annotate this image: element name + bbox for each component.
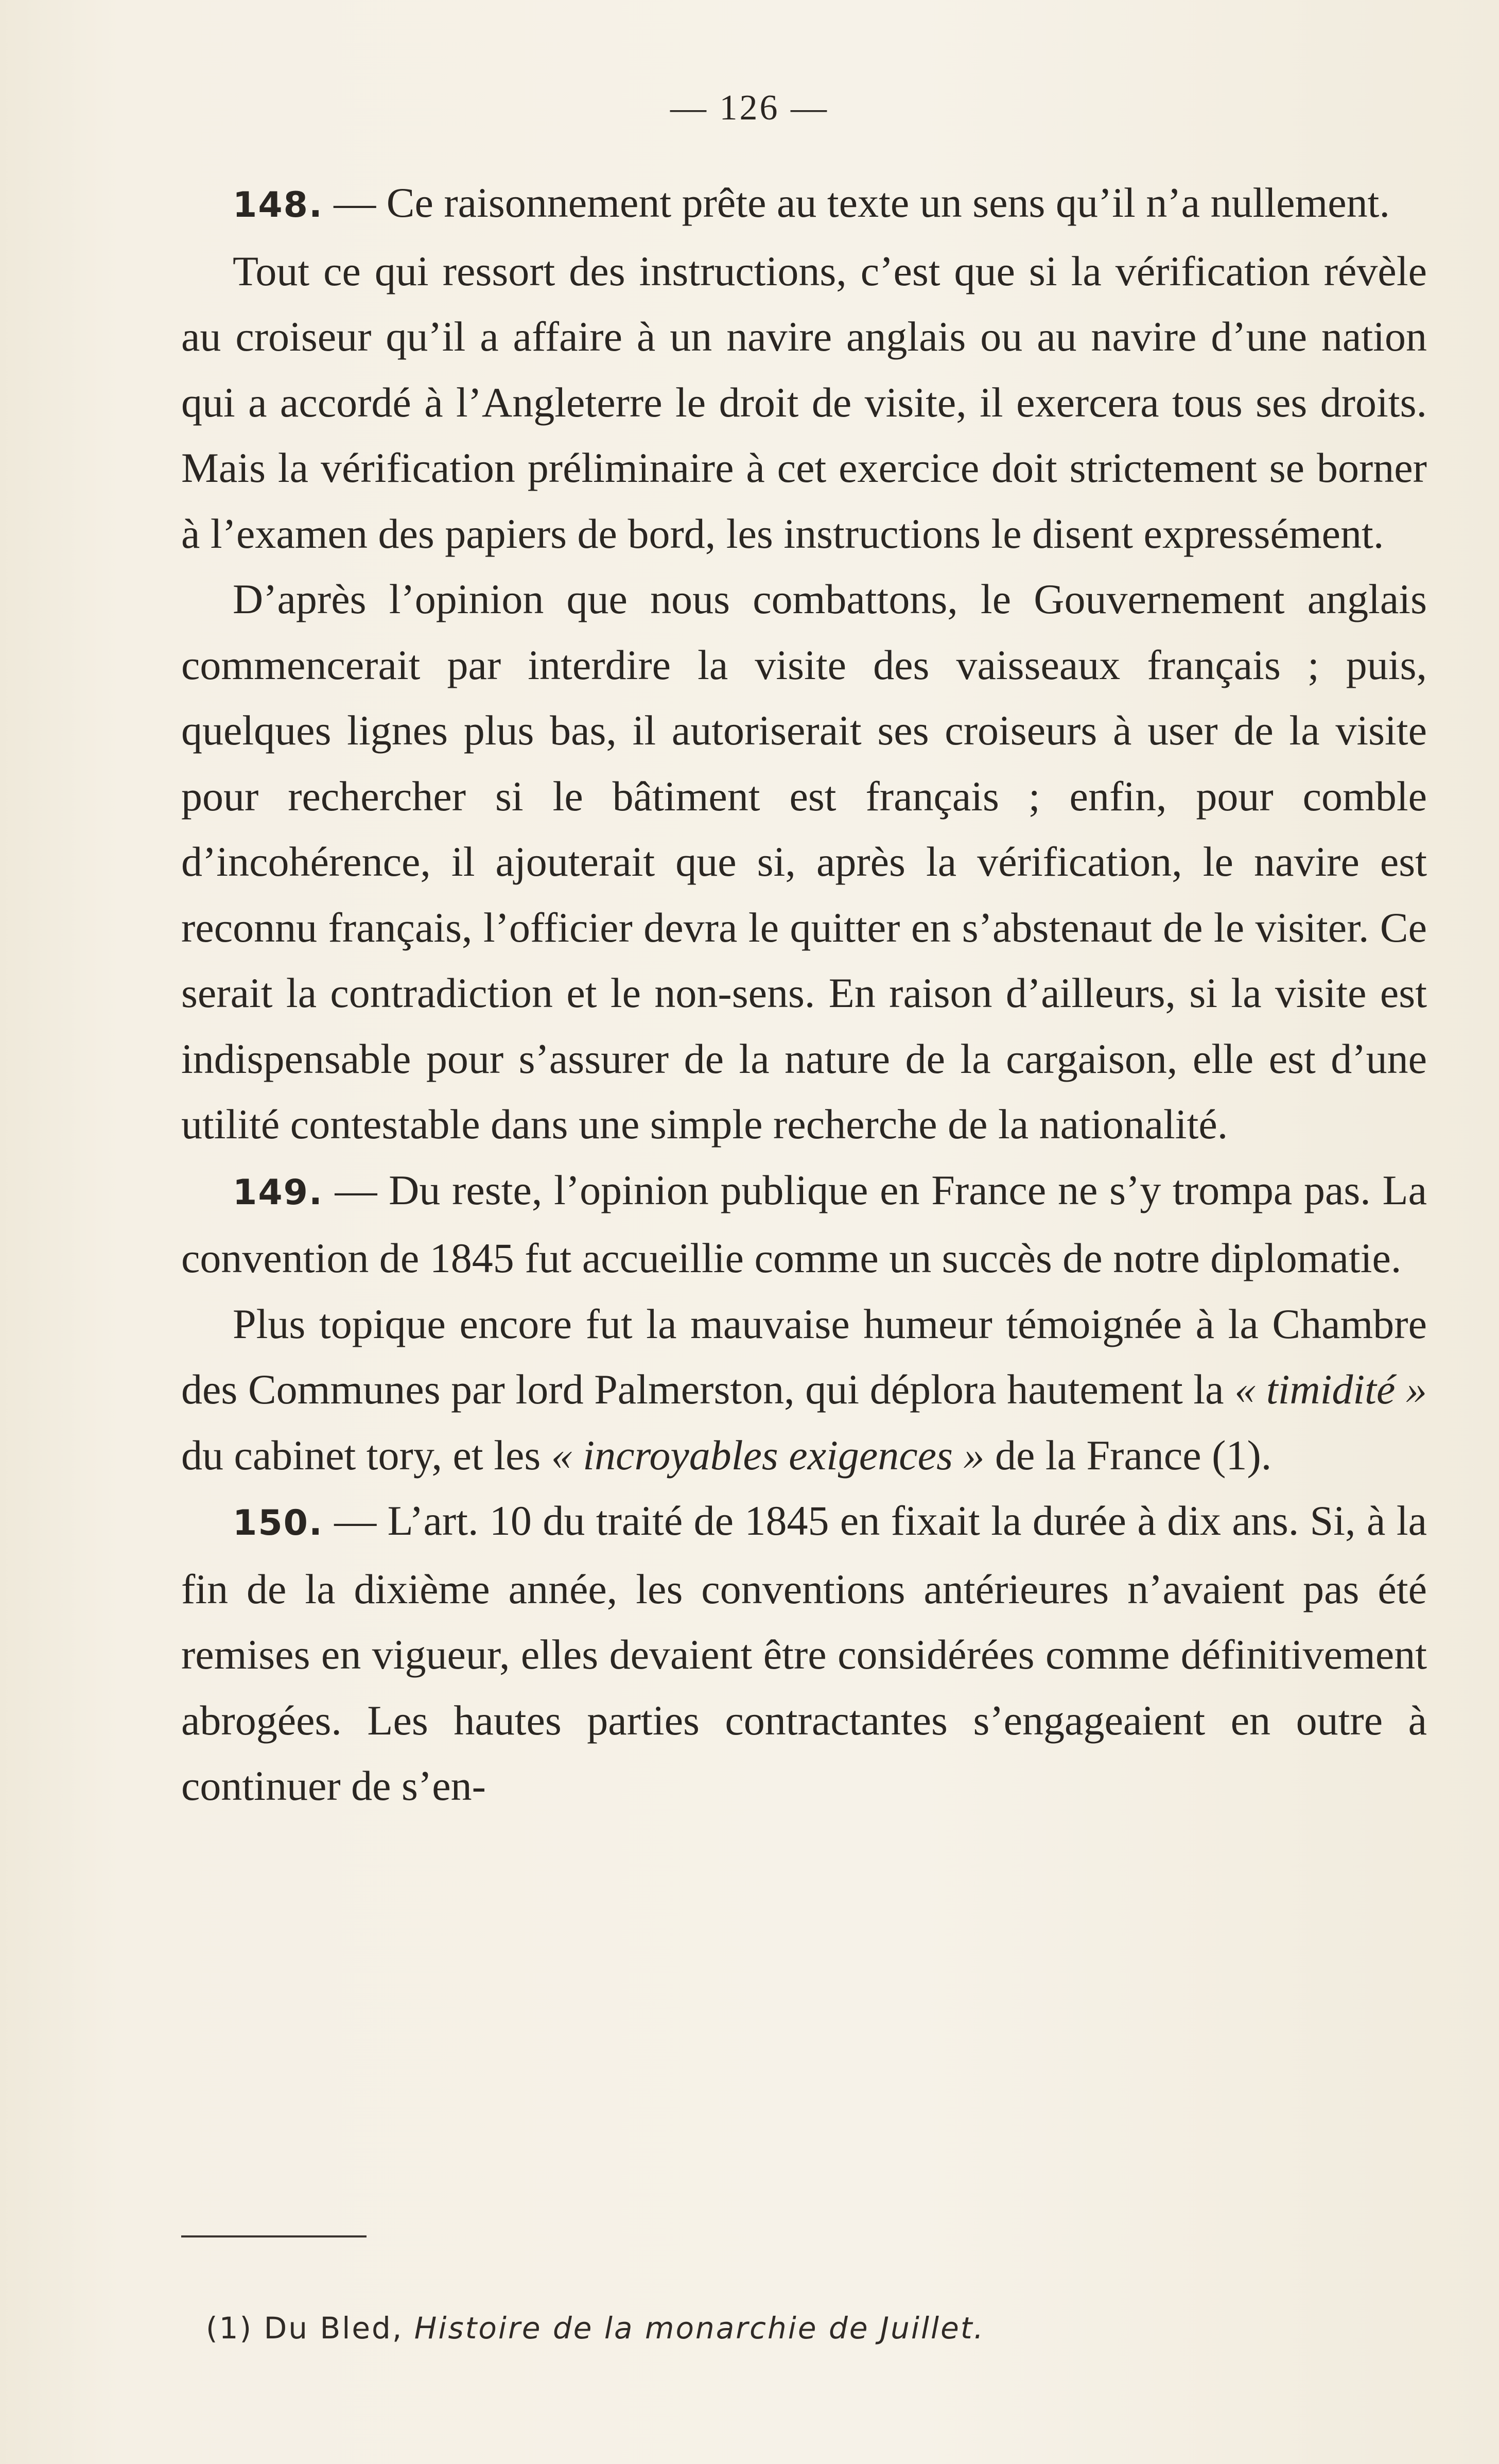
paragraph-148: [181, 170, 1427, 238]
footnote-marker: (1) Du Bled,: [206, 2311, 414, 2346]
footnote-title: Histoire de la monarchie de Juillet.: [414, 2311, 985, 2346]
paragraph-150-text: — L’art. 10 du traité de 1845 en fixait la durée à dix ans. Si, à la fin de la dixième année, les conventions antérieures n’avaient pas été remises en vigueur, elles devaient être considérées comme définitivement abrogées. Les hautes parties contractantes s’engageaient en outre à continuer de s’en-: [181, 1497, 1427, 1809]
paragraph-number-148: 148.: [233, 185, 323, 225]
paragraph-149-text: — Du reste, l’opinion publique en France ne s’y trompa pas. La convention de 1845 fut accueillie comme un succès de notre diplomatie.: [181, 1166, 1427, 1281]
main-text: [181, 170, 1427, 1819]
quote-incroyables-exigences: « incroyables exigences »: [551, 1431, 985, 1479]
paragraph-palmerston: [181, 1291, 1427, 1488]
footnote: [206, 2311, 985, 2346]
paragraph-number-149: 149.: [233, 1172, 323, 1213]
footnote-divider: [181, 2235, 367, 2237]
paragraph-number-150: 150.: [233, 1503, 323, 1543]
paragraph-148-text: — Ce raisonnement prête au texte un sens qu’il n’a nullement.: [323, 179, 1390, 226]
paragraph-palmerston-part-a: Plus topique encore fut la mauvaise humeur témoignée à la Chambre des Communes par lord Palmerston, qui déplora hautement la: [181, 1300, 1427, 1413]
paragraph-150: [181, 1488, 1427, 1819]
quote-timidite: « timidité »: [1234, 1366, 1427, 1413]
paragraph-palmerston-part-b: du cabinet tory, et les: [181, 1431, 551, 1479]
paragraph-149: [181, 1157, 1427, 1291]
paragraph-instructions: Tout ce qui ressort des instructions, c’est que si la vérification révèle au croiseur qu’il a affaire à un navire anglais ou au navire d’une nation qui a accordé à l’Angleterre le droit de visite, il exercera tous ses droits. Mais la vérification préliminaire à cet exercice doit strictement se borner à l’examen des papiers de bord, les instructions le disent expressément.: [181, 247, 1427, 557]
paragraph-palmerston-part-c: de la France (1).: [984, 1431, 1272, 1479]
page-number: — 126 —: [670, 88, 829, 128]
paragraph-opinion: D’après l’opinion que nous combattons, le Gouvernement anglais commencerait par interdire la visite des vaisseaux français ; puis, quelques lignes plus bas, il autoriserait ses croiseurs à user de la visite pour rechercher si le bâtiment est français ; enfin, pour comble d’incohérence, il ajouterait que si, après la vérification, le navire est reconnu français, l’officier devra le quitter en s’abstenaut de le visiter. Ce serait la contradiction et le non-sens. En raison d’ailleurs, si la visite est indispensable pour s’assurer de la nature de la cargaison, elle est d’une utilité contestable dans une simple recherche de la nationalité.: [181, 576, 1427, 1148]
